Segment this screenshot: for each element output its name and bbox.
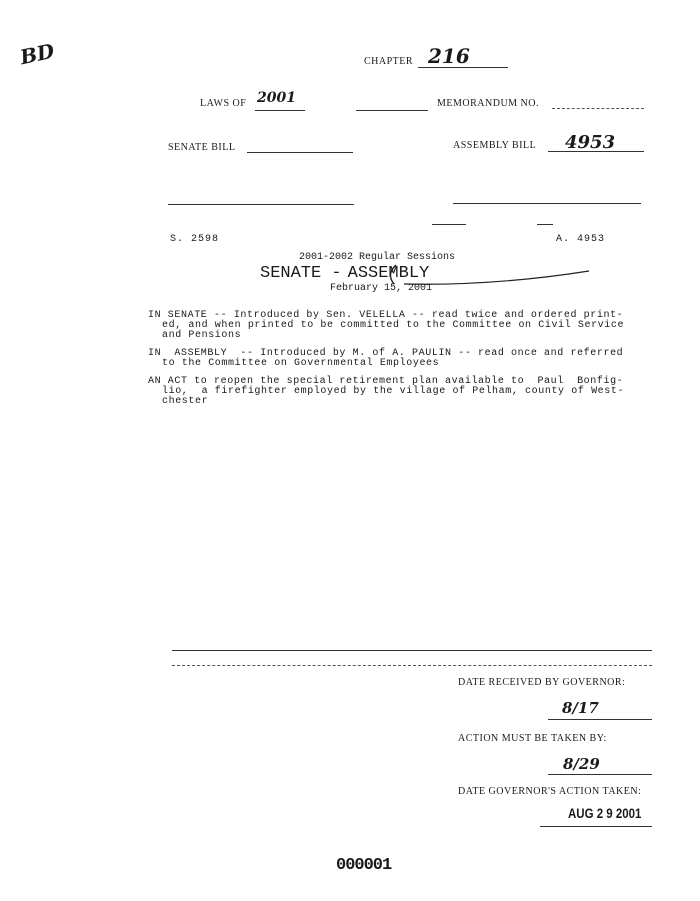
assembly-heading: ASSEMBLY xyxy=(347,264,430,283)
chapter-label: CHAPTER xyxy=(364,56,414,67)
assembly-bill-line xyxy=(548,151,644,152)
chapter-number: 216 xyxy=(428,44,470,68)
date-received-label: DATE RECEIVED BY GOVERNOR: xyxy=(458,677,626,688)
action-taken-stamp: AUG 2 9 2001 xyxy=(568,805,642,821)
corner-handwritten-mark: BD xyxy=(17,38,57,70)
laws-year: 2001 xyxy=(257,90,296,106)
act-line-2: lio, a firefighter employed by the village of Pelham, county of West- xyxy=(162,386,625,397)
action-taken-line xyxy=(540,826,652,827)
action-deadline-label: ACTION MUST BE TAKEN BY: xyxy=(458,733,607,744)
senate-paragraph xyxy=(148,311,624,341)
heading-separator: - xyxy=(331,264,342,283)
action-deadline-line xyxy=(548,774,652,775)
laws-label: LAWS OF xyxy=(200,98,247,109)
senate-sponsor-line xyxy=(168,204,354,205)
action-deadline-value: 8/29 xyxy=(563,755,600,773)
senate-bill-line xyxy=(247,152,353,153)
assembly-paragraph xyxy=(148,349,623,369)
page-number: 000001 xyxy=(336,856,392,875)
memo-blank-line xyxy=(356,110,428,111)
act-line-1: AN ACT to reopen the special retirement plan available to Paul Bonfig- xyxy=(148,376,624,387)
senate-line-1: IN SENATE -- Introduced by Sen. VELELLA -- read twice and ordered print- xyxy=(148,310,624,321)
senate-heading: SENATE xyxy=(260,264,322,283)
short-mark-2 xyxy=(537,224,553,225)
memorandum-label: MEMORANDUM NO. xyxy=(437,98,540,109)
senate-line-3: and Pensions xyxy=(162,330,242,341)
senate-bill-label: SENATE BILL xyxy=(168,142,236,153)
assembly-bill-number-typed: A. 4953 xyxy=(556,234,606,245)
date-received-value: 8/17 xyxy=(562,699,599,717)
senate-bill-number: S. 2598 xyxy=(170,234,220,245)
memorandum-number-line xyxy=(552,108,644,109)
date-received-line xyxy=(548,719,652,720)
chapter-underline xyxy=(418,67,508,68)
assembly-bill-label: ASSEMBLY BILL xyxy=(453,140,537,151)
act-paragraph xyxy=(148,377,624,407)
bottom-rule-2 xyxy=(172,665,652,666)
bottom-rule-1 xyxy=(172,650,652,651)
act-line-3: chester xyxy=(162,396,209,407)
senate-line-2: ed, and when printed to be committed to the Committee on Civil Service xyxy=(162,320,625,331)
assembly-bill-number: 4953 xyxy=(565,132,616,153)
assembly-line-2: to the Committee on Governmental Employees xyxy=(162,358,440,369)
session-line: 2001-2002 Regular Sessions xyxy=(299,252,456,263)
laws-underline xyxy=(255,110,305,111)
assembly-sponsor-line xyxy=(453,203,641,204)
action-taken-label: DATE GOVERNOR'S ACTION TAKEN: xyxy=(458,786,642,797)
assembly-line-1: IN ASSEMBLY -- Introduced by M. of A. PAULIN -- read once and referred xyxy=(148,348,624,359)
date-line: February 15, 2001 xyxy=(330,283,433,294)
short-mark-1 xyxy=(432,224,466,225)
